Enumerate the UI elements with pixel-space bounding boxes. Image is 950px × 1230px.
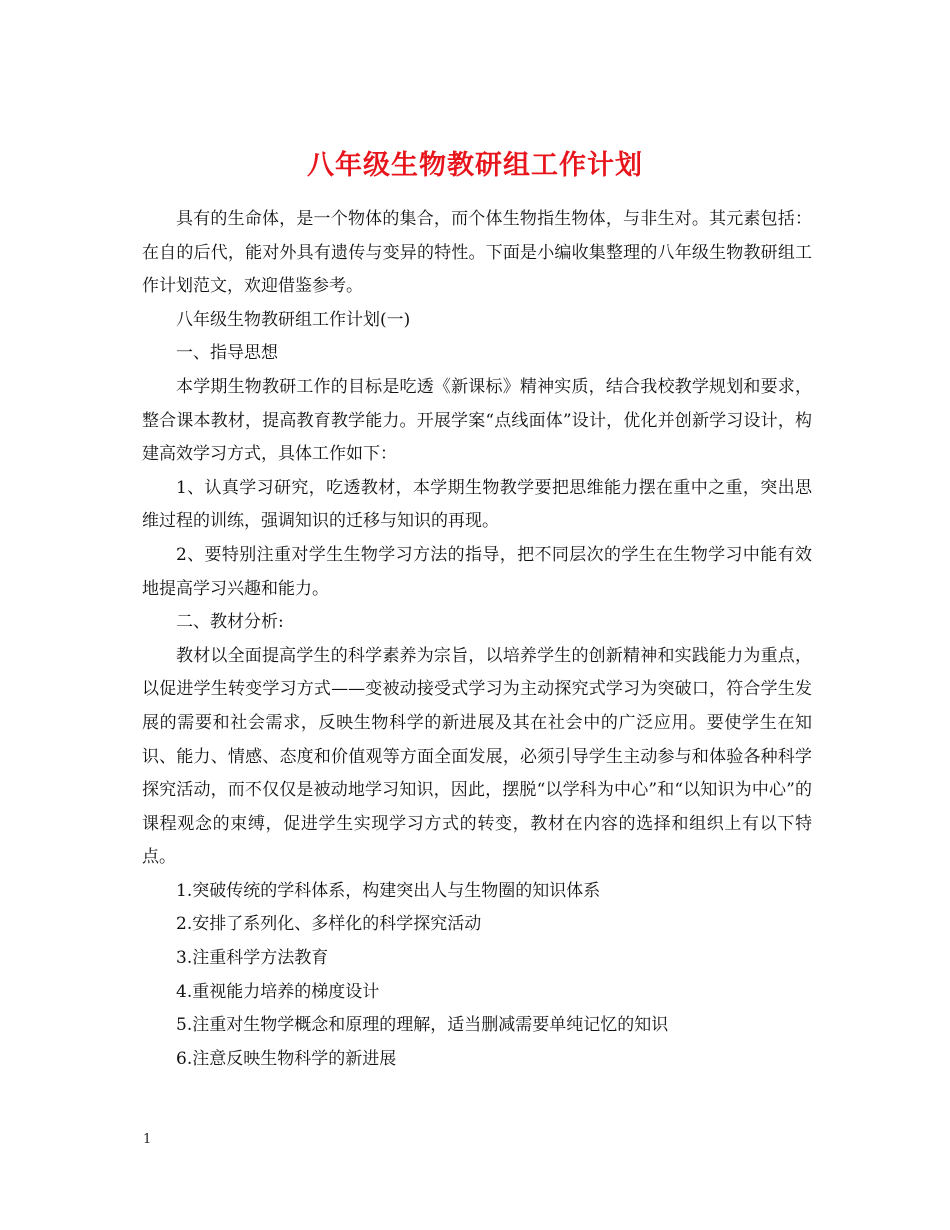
list-item-feature-1: 1.突破传统的学科体系，构建突出人与生物圈的知识体系 bbox=[176, 880, 601, 901]
document-title: 八年级生物教研组工作计划 bbox=[307, 150, 643, 182]
plan-subtitle: 八年级生物教研组工作计划(一) bbox=[176, 309, 411, 330]
intro-paragraph: 具有的生命体，是一个物体的集合，而个体生物指生物体，与非生对。其元素包括：在自的后代，能对外具有遗传与变异的特性。下面是小编收集整理的八年级生物教研组工作计划范文，欢迎借鉴参考。 bbox=[142, 209, 812, 297]
paragraph-item-2: 2、要特别注重对学生生物学习方法的指导，把不同层次的学生在生物学习中能有效地提高学习兴趣和能力。 bbox=[142, 544, 812, 599]
document-body bbox=[142, 203, 812, 1076]
section-heading-textbook-analysis: 二、教材分析: bbox=[176, 612, 284, 633]
list-item-feature-2: 2.安排了系列化、多样化的科学探究活动 bbox=[176, 914, 482, 935]
list-item-feature-5: 5.注重对生物学概念和原理的理解，适当删减需要单纯记忆的知识 bbox=[176, 1015, 669, 1036]
paragraph-item-1: 1、认真学习研究，吃透教材，本学期生物教学要把思维能力摆在重中之重，突出思维过程的训练，强调知识的迁移与知识的再现。 bbox=[142, 477, 812, 532]
list-item-feature-4: 4.重视能力培养的梯度设计 bbox=[176, 981, 380, 1002]
paragraph-goal: 本学期生物教研工作的目标是吃透《新课标》精神实质，结合我校教学规划和要求，整合课本教材，提高教育教学能力。开展学案“点线面体”设计，优化并创新学习设计，构建高效学习方式，具体工作如下： bbox=[142, 376, 812, 465]
list-item-feature-6: 6.注意反映生物科学的新进展 bbox=[176, 1048, 397, 1069]
section-heading-guiding-ideology: 一、指导思想 bbox=[176, 343, 278, 364]
page-number: 1 bbox=[143, 1132, 152, 1147]
list-item-feature-3: 3.注重科学方法教育 bbox=[176, 948, 329, 969]
paragraph-textbook-analysis: 教材以全面提高学生的科学素养为宗旨，以培养学生的创新精神和实践能力为重点，以促进学生转变学习方式——变被动接受式学习为主动探究式学习为突破口，符合学生发展的需要和社会需求，反映生物科学的新进展及其在社会中的广泛应用。要使学生在知识、能力、情感、态度和价值观等方面全面发展，必须引导学生主动参与和体验各种科学探究活动，而不仅仅是被动地学习知识，因此，摆脱“以学科为中心”和“以知识为中心”的课程观念的束缚，促进学生实现学习方式的转变，教材在内容的选择和组织上有以下特点。 bbox=[142, 645, 812, 868]
